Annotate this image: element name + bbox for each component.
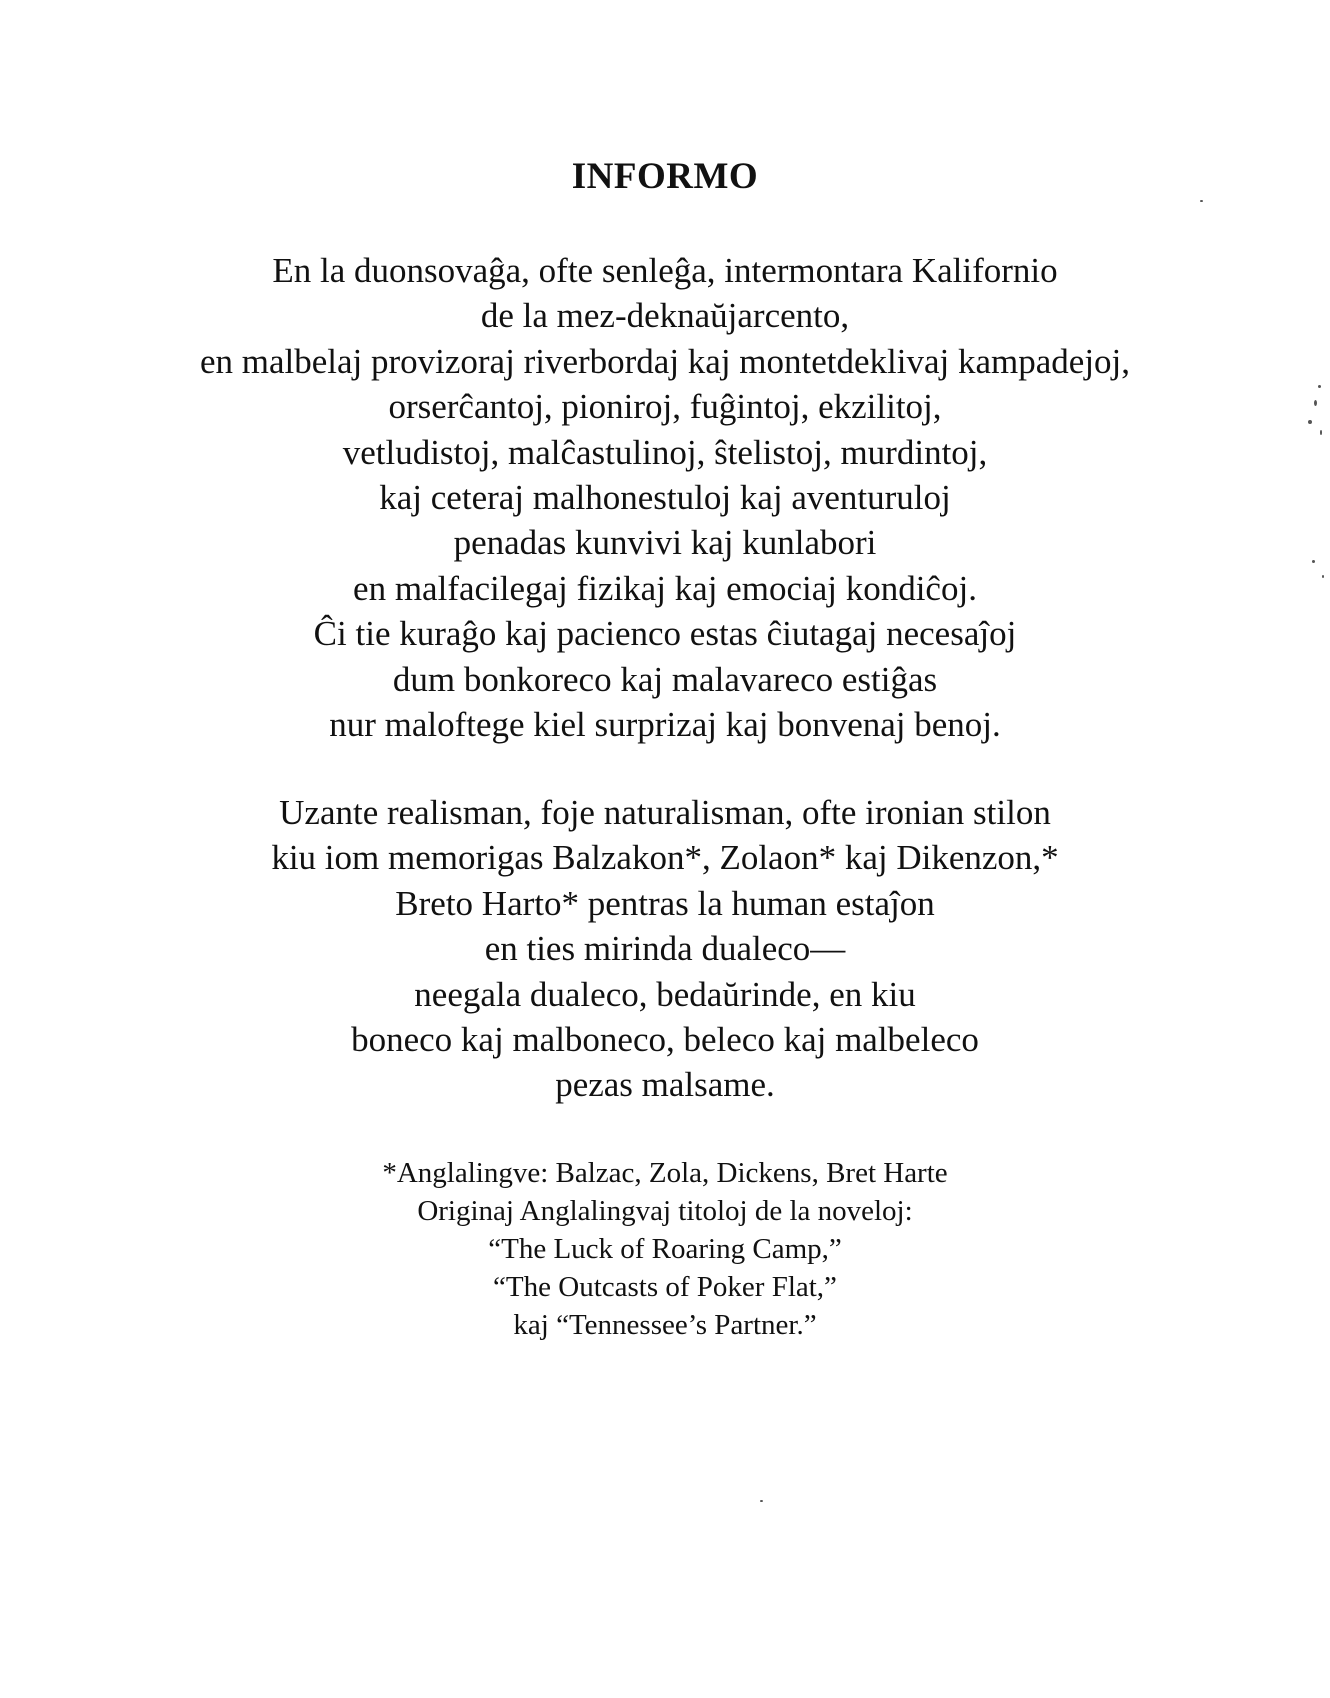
stanza-1-line: nur maloftege kiel surprizaj kaj bonvenaj benoj. bbox=[329, 705, 1001, 745]
stanza-2-line: kiu iom memorigas Balzakon*, Zolaon* kaj Dikenzon,* bbox=[271, 838, 1059, 878]
stanza-2-line: pezas malsame. bbox=[555, 1065, 775, 1105]
stanza-1-line: orserĉantoj, pioniroj, fuĝintoj, ekzilitoj, bbox=[388, 387, 942, 427]
stanza-1-line: en malfacilegaj fizikaj kaj emociaj kondiĉoj. bbox=[353, 568, 977, 608]
scan-speck bbox=[1320, 430, 1322, 435]
footnote-line: *Anglalingve: Balzac, Zola, Dickens, Bret Harte bbox=[382, 1157, 948, 1189]
stanza-1-line: vetludistoj, malĉastulinoj, ŝtelistoj, murdintoj, bbox=[342, 432, 988, 472]
stanza-1-line: kaj ceteraj malhonestuloj kaj aventuruloj bbox=[379, 478, 951, 518]
footnote-line: kaj “Tennessee’s Partner.” bbox=[513, 1309, 817, 1341]
scan-speck bbox=[1312, 560, 1315, 563]
stanza-1-line: penadas kunvivi kaj kunlabori bbox=[453, 523, 877, 563]
stanza-1-line: en malbelaj provizoraj riverbordaj kaj montetdeklivaj kampadejoj, bbox=[199, 341, 1131, 381]
footnotes bbox=[0, 1154, 1330, 1344]
stanza-1-line: Ĉi tie kuraĝo kaj pacienco estas ĉiutagaj necesaĵoj bbox=[313, 614, 1017, 654]
stanza-2-line: boneco kaj malboneco, beleco kaj malbeleco bbox=[351, 1020, 979, 1060]
stanza-2-line: Uzante realisman, foje naturalisman, ofte ironian stilon bbox=[279, 793, 1051, 832]
scan-speck bbox=[1322, 575, 1324, 578]
footnote-line: “The Luck of Roaring Camp,” bbox=[488, 1233, 842, 1265]
scan-speck bbox=[1314, 400, 1317, 406]
footnote-line: “The Outcasts of Poker Flat,” bbox=[493, 1271, 837, 1303]
footnote-line: Originaj Anglalingvaj titoloj de la noveloj: bbox=[417, 1195, 913, 1227]
scan-speck bbox=[760, 1500, 763, 1502]
scan-speck bbox=[1200, 200, 1203, 202]
stanza-2 bbox=[0, 790, 1330, 1108]
stanza-1-line: de la mez-deknaŭjarcento, bbox=[480, 296, 850, 336]
stanza-1-line: dum bonkoreco kaj malavareco estiĝas bbox=[392, 659, 938, 699]
stanza-2-line: en ties mirinda dualeco— bbox=[484, 929, 846, 969]
stanza-2-line: neegala dualeco, bedaŭrinde, en kiu bbox=[414, 974, 916, 1014]
stanza-1-line: En la duonsovaĝa, ofte senleĝa, intermontara Kalifornio bbox=[272, 251, 1058, 290]
stanza-1 bbox=[0, 248, 1330, 747]
stanza-2-line: Breto Harto* pentras la human estaĵon bbox=[395, 883, 935, 923]
page-title: INFORMO bbox=[571, 156, 759, 197]
scan-speck bbox=[1318, 385, 1321, 388]
scan-speck bbox=[1308, 420, 1312, 424]
